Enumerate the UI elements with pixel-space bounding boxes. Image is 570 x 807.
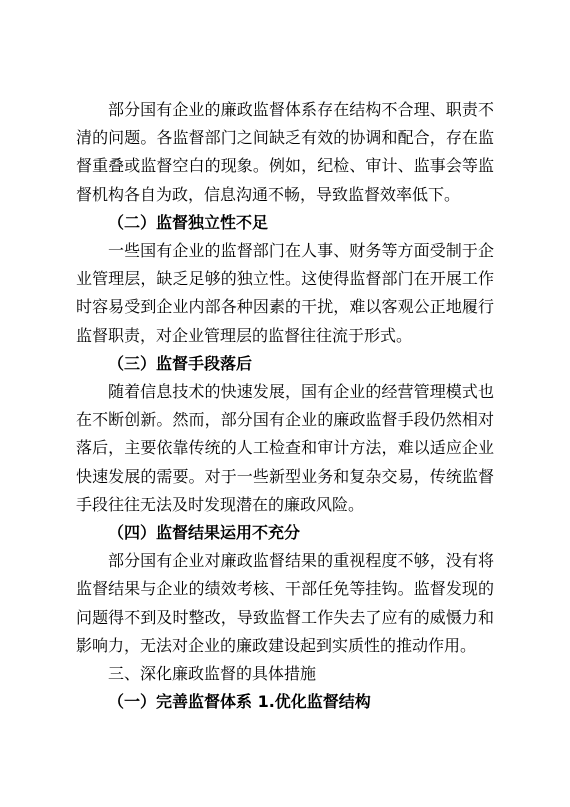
paragraph-independence: 一些国有企业的监督部门在人事、财务等方面受制于企业管理层，缺乏足够的独立性。这使得监督部门在开展工作时容易受到企业内部各种因素的干扰，难以客观公正地履行监督职责，对企业管理层的监督往往流于形式。	[76, 241, 494, 345]
paragraph-results: 部分国有企业对廉政监督结果的重视程度不够，没有将监督结果与企业的绩效考核、干部任免等挂钩。监督发现的问题得不到及时整改，导致监督工作失去了应有的威慑力和影响力，无法对企业的廉政建设起到实质性的推动作用。	[76, 551, 494, 655]
section-heading-measures: 三、深化廉政监督的具体措施	[108, 664, 317, 684]
heading-independence: （二）监督独立性不足	[108, 212, 269, 232]
heading-improve-system: （一）完善监督体系 1.优化监督结构	[108, 692, 371, 712]
paragraph-supervision-structure: 部分国有企业的廉政监督体系存在结构不合理、职责不清的问题。各监督部门之间缺乏有效的协调和配合，存在监督重叠或监督空白的现象。例如，纪检、审计、监事会等监督机构各自为政，信息沟通不畅，导致监督效率低下。	[76, 100, 494, 204]
document-page	[76, 96, 494, 716]
heading-methods: （三）监督手段落后	[108, 353, 253, 373]
paragraph-methods: 随着信息技术的快速发展，国有企业的经营管理模式也在不断创新。然而，部分国有企业的廉政监督手段仍然相对落后，主要依靠传统的人工检查和审计方法，难以适应企业快速发展的需要。对于一些新型业务和复杂交易，传统监督手段往往无法及时发现潜在的廉政风险。	[76, 382, 494, 514]
heading-results: （四）监督结果运用不充分	[108, 523, 301, 543]
